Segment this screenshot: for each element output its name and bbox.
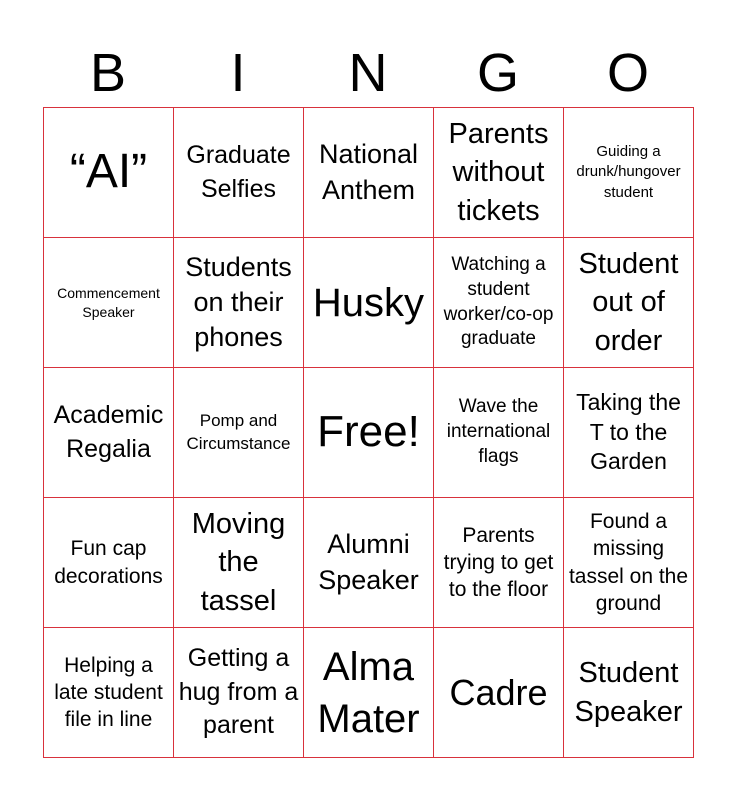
header-letter-o: O: [606, 43, 649, 103]
cell-label: Guiding a drunk/hungover student: [576, 143, 681, 201]
cell-label: Graduate Selfies: [186, 140, 291, 203]
bingo-cell[interactable]: [433, 497, 564, 628]
cell-label: Watching a student worker/co-op graduate: [443, 254, 554, 350]
bingo-cell[interactable]: [563, 107, 694, 238]
cell-label: Alumni Speaker: [318, 529, 419, 595]
bingo-cell[interactable]: [563, 497, 694, 628]
cell-label: Getting a hug from a parent: [178, 643, 299, 740]
bingo-cell[interactable]: [563, 367, 694, 498]
bingo-cell[interactable]: [563, 627, 694, 758]
bingo-cell[interactable]: [303, 497, 434, 628]
bingo-cell[interactable]: [43, 237, 174, 368]
bingo-cell[interactable]: [303, 107, 434, 238]
cell-label: Cadre: [449, 671, 548, 713]
header-letter-i: I: [230, 43, 246, 103]
cell-label: Pomp and Circumstance: [186, 410, 291, 453]
free-space-label: Free!: [317, 407, 420, 457]
cell-label: Found a missing tassel on the ground: [568, 509, 689, 615]
cell-label: Moving the tassel: [191, 508, 286, 617]
cell-label: Students on their phones: [185, 251, 292, 353]
bingo-cell[interactable]: [433, 237, 564, 368]
cell-label: Parents without tickets: [448, 118, 549, 227]
bingo-cell[interactable]: [43, 627, 174, 758]
bingo-cell free-space[interactable]: [303, 367, 434, 498]
cell-label: Taking the T to the Garden: [576, 388, 681, 475]
bingo-cell[interactable]: [173, 497, 304, 628]
header-letter-n: N: [348, 43, 388, 103]
bingo-cell[interactable]: [43, 497, 174, 628]
bingo-cell[interactable]: [433, 627, 564, 758]
bingo-cell[interactable]: [43, 107, 174, 238]
cell-label: Academic Regalia: [53, 400, 164, 463]
cell-label: Parents trying to get to the floor: [443, 523, 554, 602]
cell-label: Student Speaker: [574, 657, 683, 728]
cell-label: Wave the international flags: [446, 396, 551, 467]
cell-label: Helping a late student file in line: [54, 653, 163, 732]
cell-label: Fun cap decorations: [54, 537, 163, 588]
bingo-cell[interactable]: [43, 367, 174, 498]
bingo-grid: [43, 107, 693, 757]
bingo-cell[interactable]: [303, 627, 434, 758]
bingo-cell[interactable]: [173, 627, 304, 758]
cell-label: Alma Mater: [317, 644, 420, 741]
header-letter-g: G: [476, 43, 519, 103]
bingo-cell[interactable]: [563, 237, 694, 368]
cell-label: National Anthem: [318, 139, 419, 205]
cell-label: “AI”: [69, 145, 148, 199]
header-letter-b: B: [89, 43, 127, 103]
cell-label: Husky: [312, 280, 425, 325]
bingo-header: [43, 40, 693, 106]
bingo-cell[interactable]: [433, 367, 564, 498]
cell-label: Commencement Speaker: [57, 284, 160, 320]
cell-label: Student out of order: [578, 248, 679, 357]
bingo-cell[interactable]: [173, 107, 304, 238]
bingo-cell[interactable]: [173, 237, 304, 368]
bingo-cell[interactable]: [173, 367, 304, 498]
bingo-cell[interactable]: [433, 107, 564, 238]
bingo-cell[interactable]: [303, 237, 434, 368]
